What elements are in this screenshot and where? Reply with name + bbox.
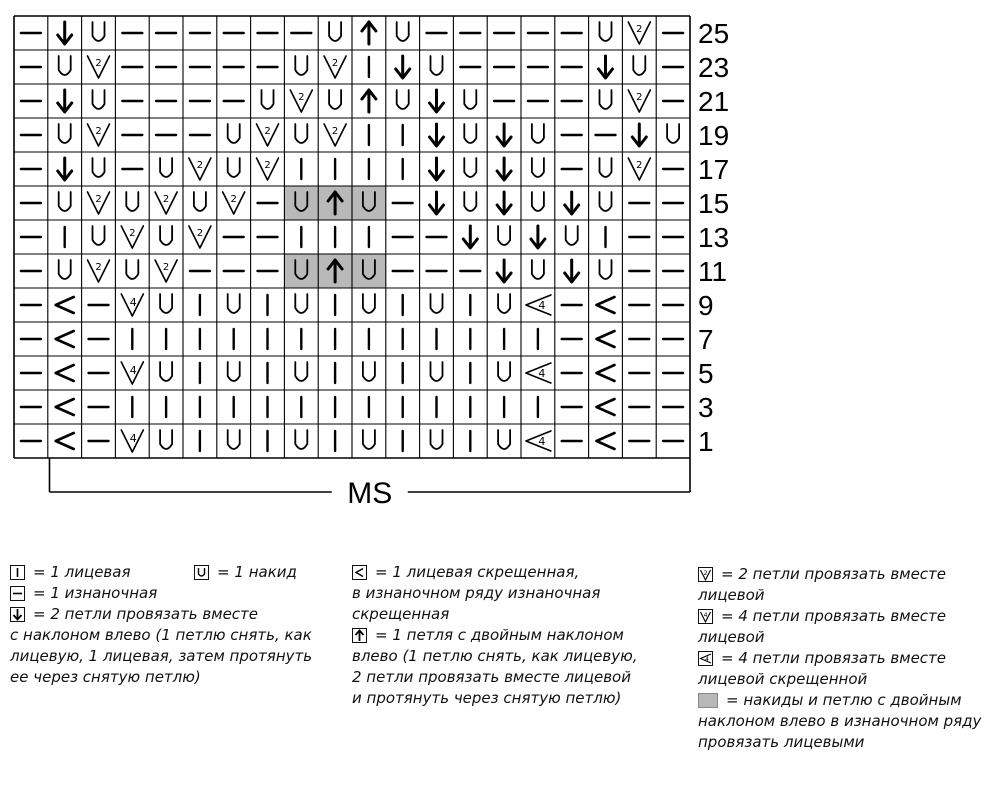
yarn-over-symbol-r10-c8 xyxy=(295,362,307,381)
legend-double-dec: = 1 петля с двойным наклоном xyxy=(352,625,638,646)
yarn-over-symbol-r3-c8 xyxy=(295,124,307,143)
yarn-over-symbol-r8-c10 xyxy=(363,294,375,313)
left-decrease-symbol-r2-c1 xyxy=(58,90,72,112)
k4tog-symbol-r12-c3 xyxy=(121,430,143,452)
crossed-knit-symbol-r8-c1 xyxy=(56,297,74,313)
svg-text:2: 2 xyxy=(162,262,170,273)
yarn-over-symbol-r4-c17 xyxy=(600,158,612,177)
left-decrease-symbol-r0-c1 xyxy=(58,22,72,44)
legend-column-2: = 1 лицевая скрещенная, в изнаночном ряду изнаночная скрещенная = 1 петля с двойным наклоном влево (1 петлю снять, как лицевую, 2 петли провязать вместе лицевой и протянуть через снятую петлю) xyxy=(352,563,638,707)
k2tog-symbol-r3-c2 xyxy=(88,124,110,146)
k4tog-symbol-r10-c3 xyxy=(121,362,143,384)
svg-text:4: 4 xyxy=(703,612,708,619)
yarn-over-symbol-r12-c8 xyxy=(295,430,307,449)
yarn-over-symbol-r3-c19 xyxy=(667,124,679,143)
yarn-over-symbol-r8-c14 xyxy=(498,294,510,313)
row-number: 13 xyxy=(698,222,730,253)
k2tog-symbol-r0-c18 xyxy=(628,22,650,44)
purl-symbol-icon xyxy=(10,586,25,601)
k4tog-crossed-symbol-r8-c15 xyxy=(526,295,551,315)
yarn-over-symbol-r1-c1 xyxy=(59,56,71,75)
crossed-knit-symbol-r10-c17 xyxy=(597,365,615,381)
row-number: 7 xyxy=(698,324,714,355)
legend-column-1: = 1 лицевая = 1 накид = 1 изнаночная = 2 петли провязать вместе с наклоном влево (1 петлю снять, как лицевую, 1 лицевая, затем протянуть ее через снятую петлю) xyxy=(10,563,313,686)
row-number: 3 xyxy=(698,392,714,423)
svg-text:4: 4 xyxy=(538,299,546,312)
legend-purl: = 1 изнаночная xyxy=(10,583,312,604)
svg-text:4: 4 xyxy=(129,296,137,309)
k2tog-symbol-r7-c4 xyxy=(155,260,177,282)
shaded-cell xyxy=(352,186,386,220)
double-decrease-symbol-r2-c10 xyxy=(362,90,376,112)
legend-k2tog-left: = 2 петли провязать вместе xyxy=(10,604,312,625)
yarn-over-symbol-r4-c4 xyxy=(160,158,172,177)
crossed-knit-symbol-r12-c1 xyxy=(56,433,74,449)
k2tog-symbol-r2-c8 xyxy=(290,90,312,112)
svg-text:2: 2 xyxy=(196,160,204,171)
yarn-over-symbol-r4-c6 xyxy=(228,158,240,177)
yarn-over-symbol-r4-c2 xyxy=(93,158,105,177)
yarn-over-symbol-r3-c6 xyxy=(228,124,240,143)
double-decrease-symbol-r0-c10 xyxy=(362,22,376,44)
yarn-over-symbol-r2-c13 xyxy=(464,90,476,109)
yarn-over-symbol-r12-c10 xyxy=(363,430,375,449)
yarn-over-symbol-r0-c17 xyxy=(600,22,612,41)
svg-text:2: 2 xyxy=(95,58,102,69)
crossed-knit-symbol-r10-c1 xyxy=(56,365,74,381)
shaded-cell-icon xyxy=(698,693,718,708)
yarn-over-symbol-r1-c12 xyxy=(431,56,443,75)
crossed-knit-symbol-r11-c1 xyxy=(56,399,74,415)
left-decrease-symbol-r5-c16 xyxy=(565,192,579,214)
yarn-over-symbol-r5-c15 xyxy=(532,192,544,211)
yarn-over-symbol-r3-c1 xyxy=(59,124,71,143)
knit-symbol-icon xyxy=(10,565,25,580)
row-number: 23 xyxy=(698,52,730,83)
k2tog-symbol-r4-c5 xyxy=(189,158,211,180)
yarn-over-symbol-r5-c1 xyxy=(59,192,71,211)
k2tog-symbol-r7-c2 xyxy=(88,260,110,282)
yarn-over-symbol-r12-c6 xyxy=(228,430,240,449)
yarn-over-symbol-r10-c14 xyxy=(498,362,510,381)
yarn-over-symbol-r5-c17 xyxy=(600,192,612,211)
k2tog-symbol-r5-c2 xyxy=(88,192,110,214)
yarn-over-symbol-r6-c4 xyxy=(160,226,172,245)
yarn-over-symbol-r6-c2 xyxy=(93,226,105,245)
k2tog-symbol-r5-c6 xyxy=(223,192,245,214)
svg-text:2: 2 xyxy=(703,570,708,577)
legend-k4tog: 4 = 4 петли провязать вместе xyxy=(698,606,981,627)
double-decrease-icon xyxy=(352,628,367,643)
left-decrease-symbol-r4-c1 xyxy=(58,158,72,180)
legend-column-3: 2 = 2 петли провязать вместе лицевой 4 = 4 петли провязать вместе лицевой 4 = 4 петли провязать вместе лицевой скрещенной = накиды и петлю с двойным наклоном влево в изнаночном ряду провязать лицевыми xyxy=(698,565,982,751)
legend-k2tog: 2 = 2 петли провязать вместе xyxy=(698,564,981,585)
k4tog-crossed-symbol-r12-c15 xyxy=(526,431,551,451)
svg-text:2: 2 xyxy=(95,126,102,137)
crossed-knit-symbol-r9-c17 xyxy=(597,331,615,347)
yarn-over-symbol-r0-c2 xyxy=(93,22,105,41)
yarn-over-symbol-r12-c14 xyxy=(498,430,510,449)
yarn-over-symbol-r10-c12 xyxy=(431,362,443,381)
yarn-over-symbol-r2-c2 xyxy=(93,90,105,109)
crossed-knit-symbol-r9-c1 xyxy=(56,331,74,347)
yarn-over-symbol-r10-c4 xyxy=(160,362,172,381)
yarn-over-symbol-r7-c15 xyxy=(532,260,544,279)
yarn-over-symbol-r12-c12 xyxy=(431,430,443,449)
yarn-over-symbol-r7-c3 xyxy=(126,260,138,279)
svg-text:4: 4 xyxy=(705,656,709,663)
yarn-over-symbol-icon xyxy=(194,565,209,580)
k2tog-symbol-r5-c4 xyxy=(155,192,177,214)
left-decrease-symbol-r3-c14 xyxy=(497,124,511,146)
yarn-over-symbol-r10-c6 xyxy=(228,362,240,381)
svg-text:2: 2 xyxy=(331,58,339,69)
yarn-over-symbol-r1-c8 xyxy=(295,56,307,75)
crossed-knit-icon xyxy=(352,565,367,580)
yarn-over-symbol-r5-c5 xyxy=(194,192,206,211)
k4tog-crossed-icon xyxy=(698,651,713,666)
left-decrease-symbol-r7-c14 xyxy=(497,260,511,282)
svg-text:2: 2 xyxy=(331,126,339,137)
left-decrease-symbol-r3-c12 xyxy=(430,124,444,146)
yarn-over-symbol-r6-c16 xyxy=(566,226,578,245)
yarn-over-symbol-r5-c13 xyxy=(464,192,476,211)
shaded-cell xyxy=(284,254,318,288)
left-decrease-symbol-r4-c12 xyxy=(430,158,444,180)
left-decrease-symbol-r4-c14 xyxy=(497,158,511,180)
k2tog-icon xyxy=(698,567,713,582)
row-number: 19 xyxy=(698,120,730,151)
svg-text:2: 2 xyxy=(264,160,271,171)
svg-text:2: 2 xyxy=(196,228,204,239)
row-number: 11 xyxy=(698,256,728,287)
row-number: 9 xyxy=(698,290,714,321)
k2tog-symbol-r4-c18 xyxy=(628,158,650,180)
yarn-over-symbol-r8-c12 xyxy=(431,294,443,313)
yarn-over-symbol-r3-c13 xyxy=(464,124,476,143)
k2tog-symbol-r2-c18 xyxy=(628,90,650,112)
row-number: 15 xyxy=(698,188,730,219)
yarn-over-symbol-r2-c9 xyxy=(329,90,341,109)
k2tog-symbol-r1-c9 xyxy=(324,56,346,78)
legend-crossed: = 1 лицевая скрещенная, xyxy=(352,562,638,583)
yarn-over-symbol-r8-c8 xyxy=(295,294,307,313)
k2tog-symbol-r6-c5 xyxy=(189,226,211,248)
svg-text:2: 2 xyxy=(230,194,237,205)
shaded-cell xyxy=(284,186,318,220)
yarn-over-symbol-r4-c13 xyxy=(464,158,476,177)
left-decrease-symbol-r6-c15 xyxy=(531,226,545,248)
legend-shaded: = накиды и петлю с двойным xyxy=(698,690,981,711)
k4tog-crossed-symbol-r10-c15 xyxy=(526,363,551,383)
left-decrease-symbol-r1-c11 xyxy=(396,56,410,78)
svg-text:2: 2 xyxy=(129,228,136,239)
k4tog-icon xyxy=(698,609,713,624)
yarn-over-symbol-r12-c4 xyxy=(160,430,172,449)
yarn-over-symbol-r0-c11 xyxy=(397,22,409,41)
svg-text:2: 2 xyxy=(162,194,170,205)
svg-text:4: 4 xyxy=(538,435,546,448)
legend-knit: = 1 лицевая = 1 накид xyxy=(10,562,312,583)
svg-text:4: 4 xyxy=(129,432,137,445)
row-number: 5 xyxy=(698,358,714,389)
svg-text:2: 2 xyxy=(636,24,643,35)
svg-text:2: 2 xyxy=(264,126,271,137)
yarn-over-symbol-r0-c9 xyxy=(329,22,341,41)
row-number: 17 xyxy=(698,154,730,185)
svg-text:4: 4 xyxy=(129,364,137,377)
k2tog-symbol-r4-c7 xyxy=(257,158,279,180)
left-decrease-symbol-r7-c16 xyxy=(565,260,579,282)
repeat-label: MS xyxy=(347,477,393,510)
crossed-knit-symbol-r11-c17 xyxy=(597,399,615,415)
svg-text:2: 2 xyxy=(95,194,102,205)
svg-text:2: 2 xyxy=(298,92,305,103)
row-number: 1 xyxy=(698,426,714,457)
left-decrease-symbol-r5-c14 xyxy=(497,192,511,214)
crossed-knit-symbol-r12-c17 xyxy=(597,433,615,449)
yarn-over-symbol-r5-c3 xyxy=(126,192,138,211)
yarn-over-symbol-r1-c18 xyxy=(633,56,645,75)
shaded-cell xyxy=(352,254,386,288)
row-number: 21 xyxy=(698,86,730,117)
k2tog-symbol-r6-c3 xyxy=(121,226,143,248)
k2tog-symbol-r3-c7 xyxy=(257,124,279,146)
yarn-over-symbol-r4-c15 xyxy=(532,158,544,177)
yarn-over-symbol-r3-c15 xyxy=(532,124,544,143)
yarn-over-symbol-r7-c1 xyxy=(59,260,71,279)
row-number: 25 xyxy=(698,18,730,49)
left-decrease-symbol-r6-c13 xyxy=(463,226,477,248)
k2tog-symbol-r1-c2 xyxy=(88,56,110,78)
crossed-knit-symbol-r8-c17 xyxy=(597,297,615,313)
yarn-over-symbol-r2-c11 xyxy=(397,90,409,109)
grid-lines xyxy=(14,16,690,458)
left-slant-decrease-icon xyxy=(10,607,25,622)
yarn-over-symbol-r10-c10 xyxy=(363,362,375,381)
left-decrease-symbol-r5-c12 xyxy=(430,192,444,214)
yarn-over-symbol-r6-c14 xyxy=(498,226,510,245)
svg-text:2: 2 xyxy=(95,262,102,273)
svg-text:2: 2 xyxy=(636,92,643,103)
yarn-over-symbol-r8-c6 xyxy=(228,294,240,313)
svg-text:4: 4 xyxy=(538,367,546,380)
svg-text:2: 2 xyxy=(636,160,643,171)
yarn-over-symbol-r2-c7 xyxy=(262,90,274,109)
left-decrease-symbol-r1-c17 xyxy=(599,56,613,78)
left-decrease-symbol-r3-c18 xyxy=(632,124,646,146)
yarn-over-symbol-r7-c17 xyxy=(600,260,612,279)
k4tog-symbol-r8-c3 xyxy=(121,294,143,316)
k2tog-symbol-r3-c9 xyxy=(324,124,346,146)
yarn-over-symbol-r8-c4 xyxy=(160,294,172,313)
legend-k4tog-tbl: 4 = 4 петли провязать вместе xyxy=(698,648,981,669)
yarn-over-symbol-r2-c17 xyxy=(600,90,612,109)
left-decrease-symbol-r2-c12 xyxy=(430,90,444,112)
